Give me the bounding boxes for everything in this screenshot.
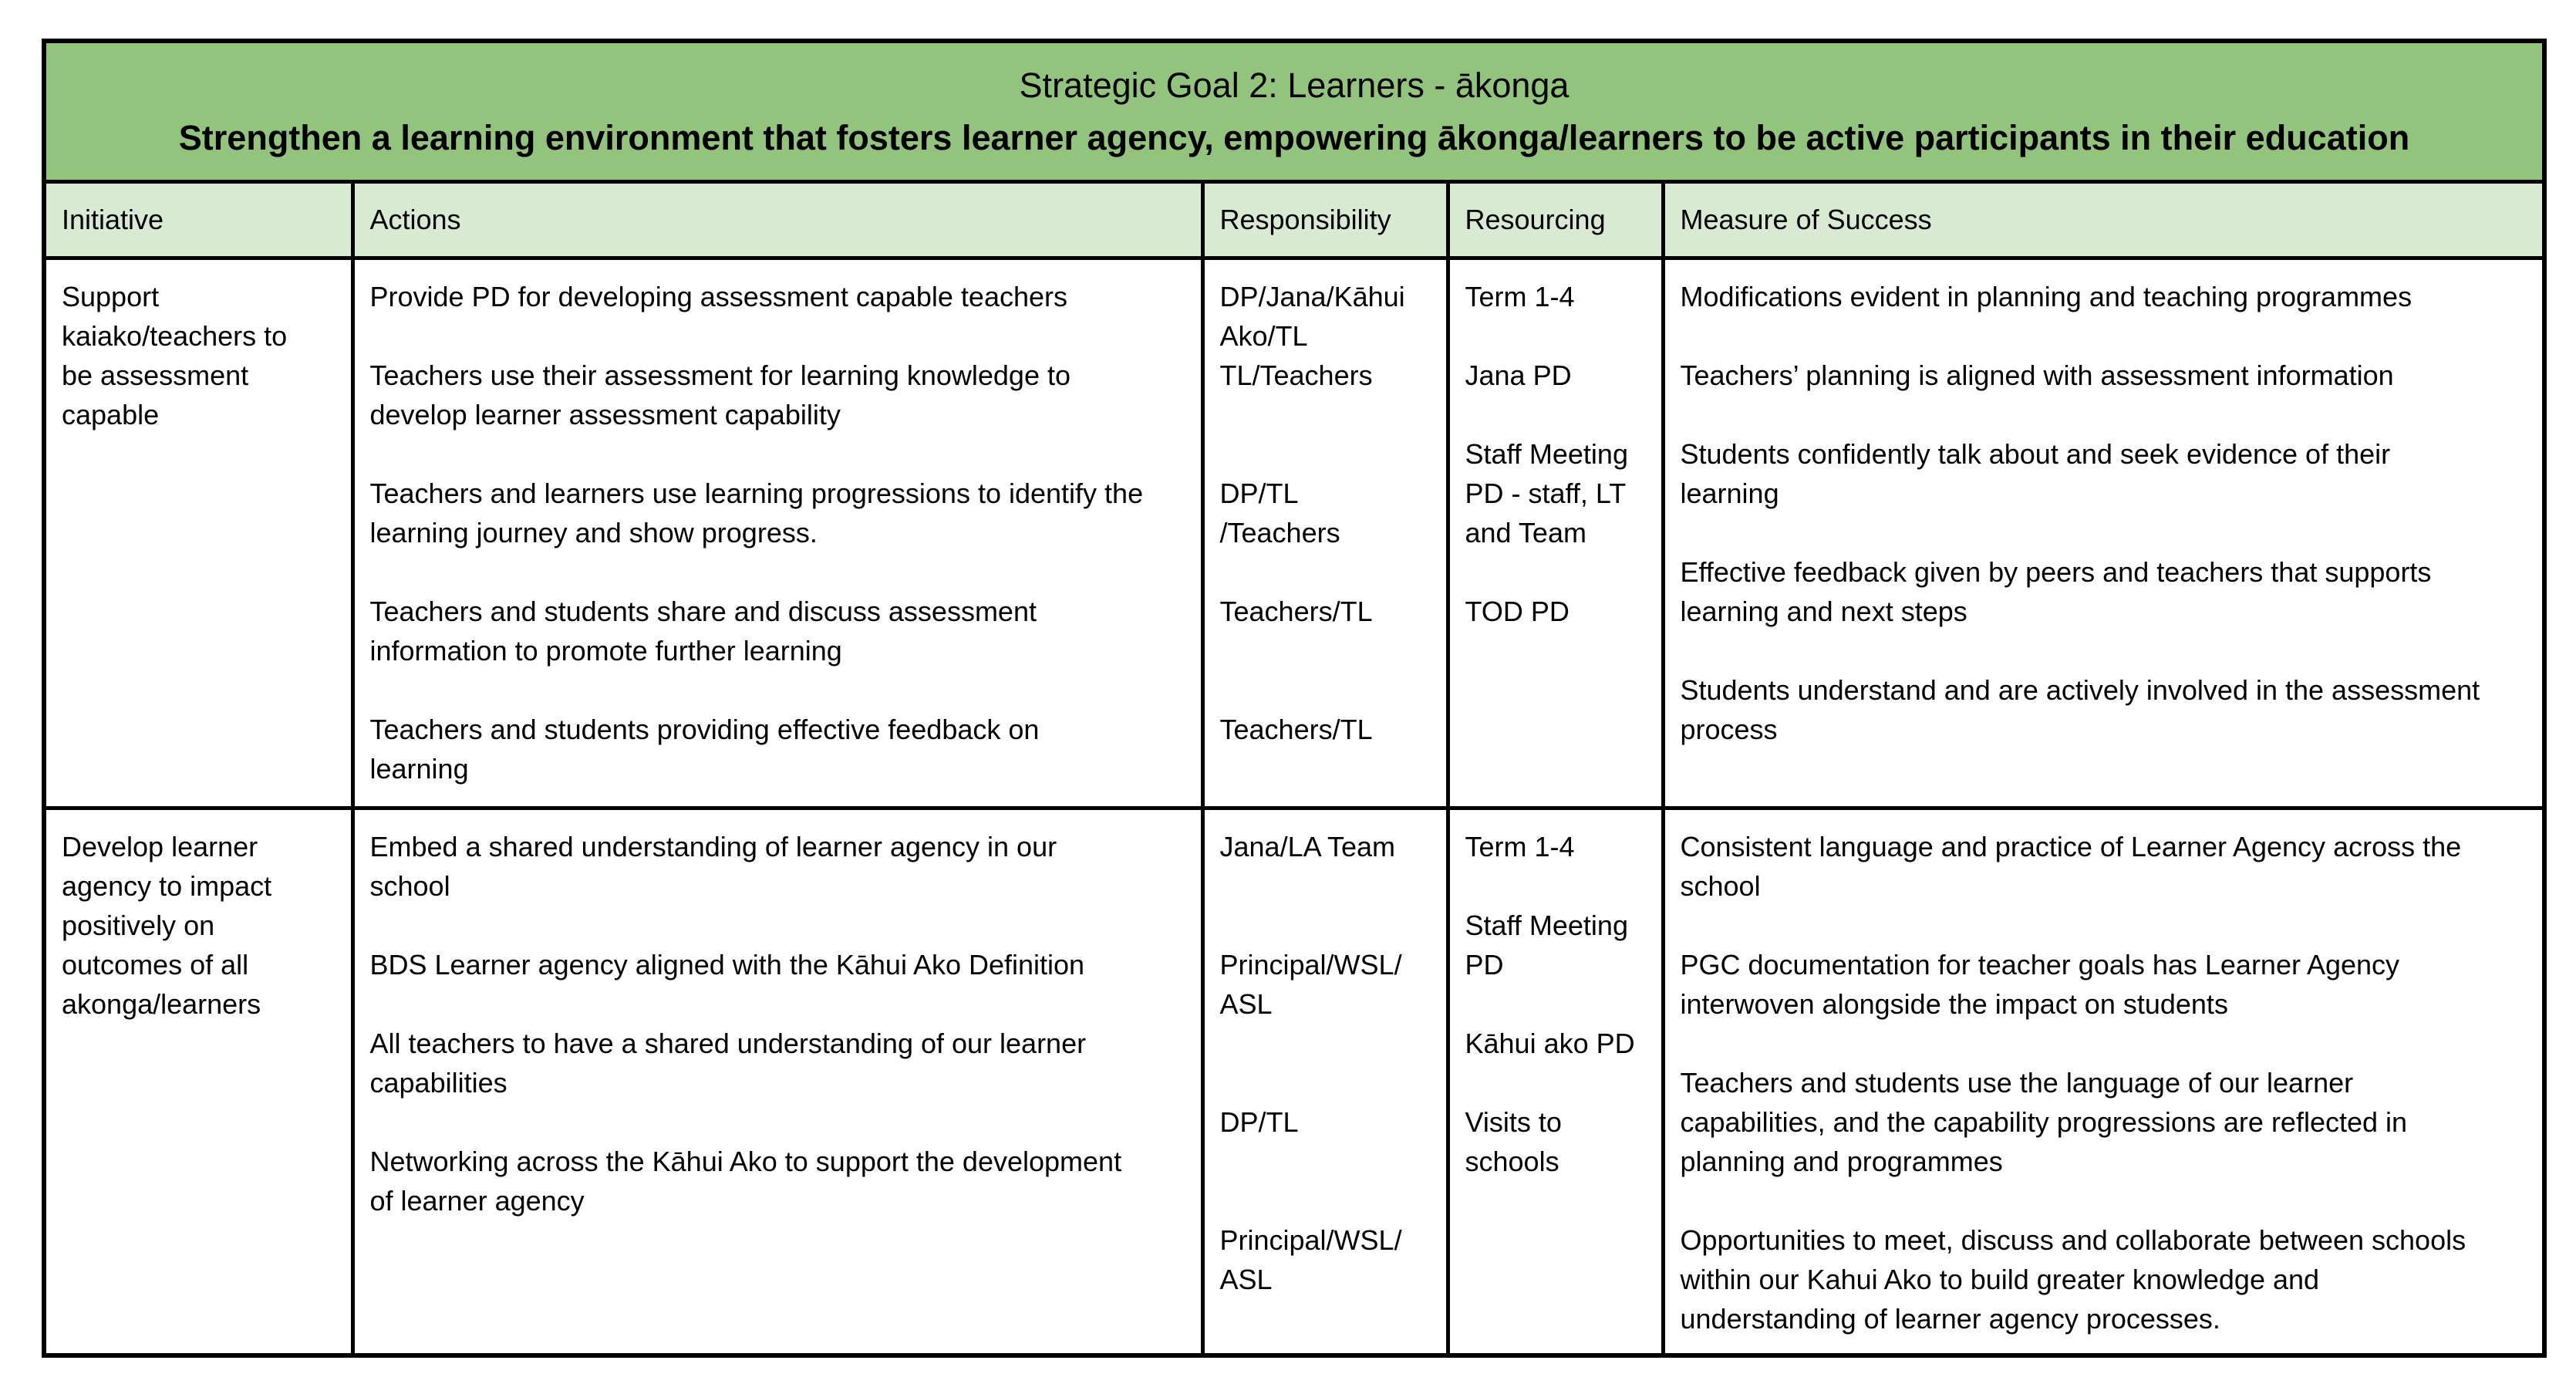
initiative-cell [46, 258, 352, 808]
resourcing-text: Term 1-4 Staff Meeting PD Kāhui ako PD Visits to schools [1465, 830, 1635, 1177]
strategic-goal-table [42, 39, 2547, 1358]
initiative-text: Develop learner agency to impact positively on outcomes of all akonga/learners [62, 830, 272, 1020]
column-header-actions: Actions [352, 184, 1202, 258]
page-title: Strategic Goal 2: Learners - ākonga [1019, 65, 1570, 105]
responsibility-text: Jana/LA Team Principal/WSL/ ASL DP/TL Principal/WSL/ ASL [1219, 830, 1402, 1295]
actions-text: Provide PD for developing assessment capable teachers Teachers use their assessment for learning knowledge to develop learner assessment capability Teachers and learners use learning progressions to identify the learning journey and show progress. Teachers and students share and discuss assessment information to promote further learning Teachers and students providing effective feedback on learning [369, 280, 1144, 785]
initiative-cell [46, 808, 352, 1358]
responsibility-cell [1202, 258, 1448, 808]
resourcing-cell [1448, 808, 1663, 1358]
column-header-measure-of-success: Measure of Success [1663, 184, 2542, 258]
actions-text: Embed a shared understanding of learner agency in our school BDS Learner agency aligned with the Kāhui Ako Definition All teachers to have a shared understanding of our learner capabilities Networking across the Kāhui Ako to support the development of learner agency [369, 830, 1122, 1217]
actions-cell [352, 258, 1202, 808]
column-header-responsibility: Responsibility [1202, 184, 1448, 258]
initiative-text: Support kaiako/teachers to be assessment capable [62, 280, 288, 430]
responsibility-cell [1202, 808, 1448, 1358]
responsibility-text: DP/Jana/Kāhui Ako/TL TL/Teachers DP/TL /Teachers Teachers/TL Teachers/TL [1219, 280, 1405, 745]
resourcing-cell [1448, 258, 1663, 808]
goal-table [46, 184, 2542, 1358]
resourcing-text: Term 1-4 Jana PD Staff Meeting PD - staff, LT and Team TOD PD [1465, 280, 1628, 627]
measure-text: Modifications evident in planning and teaching programmes Teachers’ planning is aligned with assessment information Students confidently talk about and seek evidence of their learning Effective feedback given by peers and teachers that supports learning and next steps Students understand and are actively involved in the assessment process [1680, 280, 2480, 745]
title-band [46, 43, 2542, 184]
measure-text: Consistent language and practice of Learner Agency across the school PGC documentation for teacher goals has Learner Agency interwoven alongside the impact on students Teachers and students use the language of our learner capabilities, and the capability progressions are reflected in planning and programmes Opportunities to meet, discuss and collaborate between schools within our Kahui Ako to build greater knowledge and understanding of learner agency processes. [1680, 830, 2466, 1335]
measure-cell [1663, 258, 2542, 808]
measure-cell [1663, 808, 2542, 1358]
header-row [46, 184, 2542, 258]
column-header-initiative: Initiative [46, 184, 352, 258]
actions-cell [352, 808, 1202, 1358]
page-subtitle: Strengthen a learning environment that fosters learner agency, empowering ākonga/learners to be active participants in their education [178, 117, 2410, 157]
column-header-resourcing: Resourcing [1448, 184, 1663, 258]
table-row [46, 258, 2542, 808]
table-row [46, 808, 2542, 1358]
